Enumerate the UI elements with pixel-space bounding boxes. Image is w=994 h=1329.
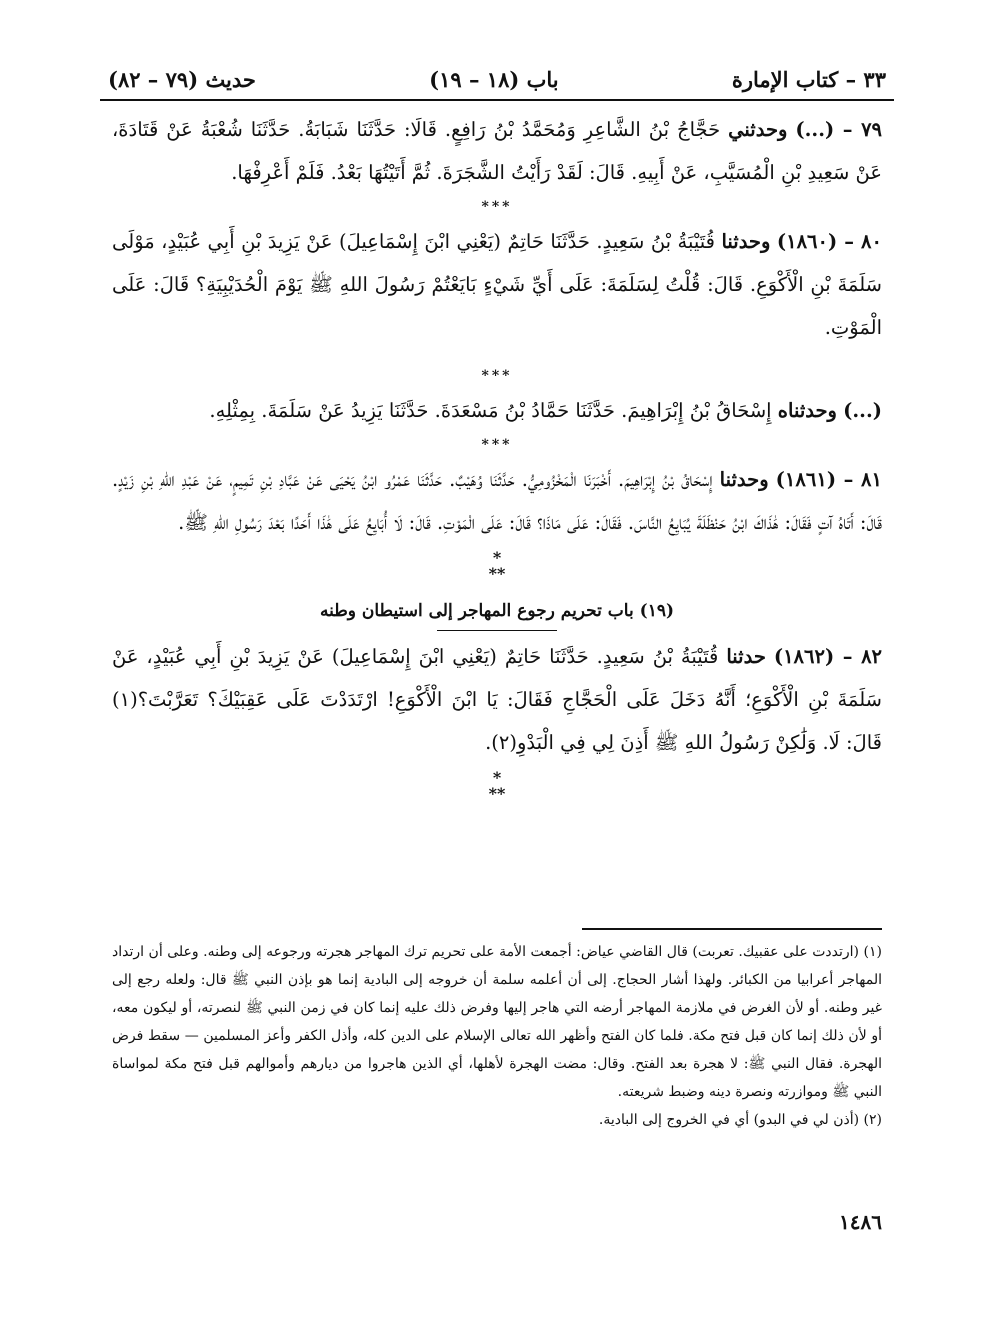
hadith-number: ٨٢ – (١٨٦٢) xyxy=(773,645,883,668)
hadith-text: إِسْحَاقُ بْنُ إِبْرَاهِيمَ. أَخْبَرَنَا الْمَخْزُومِيُّ. حَدَّثَنَا وُهَيْبٌ. حَدَّثَنَا عَمْرُو ابْنُ يَحْيَى عَنْ عَبَّادِ بْنِ تَمِيمٍ، عَنْ عَبْدِ اللهِ بْنِ زَيْدٍ. قَالَ: أَتَاهُ آتٍ فَقَالَ: هَٰذَاكَ ابْنُ حَنْظَلَةَ يُبَايِعُ النَّاسَ. فَقَالَ: عَلَى مَاذَا؟ قَالَ: عَلَى الْمَوْتِ. قَالَ: لَا أُبَايِعُ عَلَى هَٰذَا أَحَدًا بَعْدَ رَسُولِ اللهِ ﷺ. xyxy=(112,468,882,534)
separator: *** xyxy=(481,368,513,384)
separator: *** xyxy=(481,199,513,215)
page-number: ١٤٨٦ xyxy=(839,1210,882,1234)
narration-verb: وحدثناه xyxy=(777,399,837,422)
hadith-80-variant xyxy=(112,389,882,432)
main-text xyxy=(112,108,882,812)
header-book-title: ٣٣ – كتاب الإمارة xyxy=(731,66,886,92)
narration-verb: وحدثنا xyxy=(719,468,769,491)
header-rule xyxy=(100,99,894,101)
hadith-number: ٧٩ – (...) xyxy=(795,118,883,141)
header-bab-range: (١٨ – ١٩) باب xyxy=(429,66,559,92)
hadith-text: قُتَيْبَةُ بْنُ سَعِيدٍ. حَدَّثَنَا حَاتِمٌ (يَعْنِي ابْنَ إِسْمَاعِيلَ) عَنْ يَزِيدَ بْنِ أَبِي عُبَيْدٍ، عَنْ سَلَمَةَ بْنِ الْأَكْوَعِ؛ أَنَّهُ دَخَلَ عَلَى الْحَجَّاجِ فَقَالَ: يَا ابْنَ الْأَكْوَعِ! ارْتَدَدْتَ عَلَى عَقِبَيْكَ؟ تَعَرَّبْتَ؟(١) قَالَ: لَا. وَلَٰكِنْ رَسُولُ اللهِ ﷺ أَذِنَ لِي فِي الْبَدْوِ(٢). xyxy=(112,645,882,754)
separator: * ** xyxy=(488,548,506,583)
separator: * ** xyxy=(488,768,506,803)
hadith-81 xyxy=(112,458,882,544)
hadith-text: قُتَيْبَةُ بْنُ سَعِيدٍ. حَدَّثَنَا حَاتِمٌ (يَعْنِي ابْنَ إِسْمَاعِيلَ) عَنْ يَزِيدَ بْنِ أَبِي عُبَيْدٍ، مَوْلَى سَلَمَةَ بْنِ الْأَكْوَعِ. قَالَ: قُلْتُ لِسَلَمَةَ: عَلَى أَيِّ شَيْءٍ بَايَعْتُمْ رَسُولَ اللهِ ﷺ يَوْمَ الْحُدَيْبِيَةِ؟ قَالَ: عَلَى الْمَوْتِ. xyxy=(112,230,882,339)
hadith-number: ٨٠ – (١٨٦٠) xyxy=(776,230,882,253)
hadith-text: إِسْحَاقُ بْنُ إِبْرَاهِيمَ. حَدَّثَنَا حَمَّادُ بْنُ مَسْعَدَةَ. حَدَّثَنَا يَزِيدُ عَنْ سَلَمَةَ. بِمِثْلِهِ. xyxy=(209,399,772,422)
chapter-heading: (١٩) باب تحريم رجوع المهاجر إلى استيطان وطنه xyxy=(319,601,674,621)
hadith-number: ٨١ – (١٨٦١) xyxy=(775,468,882,491)
hadith-79 xyxy=(112,108,882,194)
hadith-80 xyxy=(112,220,882,349)
footnote-1: (١) (ارتددت على عقبيك. تعربت) قال القاضي عياض: أجمعت الأمة على تحريم ترك المهاجر هجرته ورجوعه إلى وطنه. وعلى أن ارتداد المهاجر أعرابيا من الكبائر. ولهذا أشار الحجاج. إلى أن أعلمه سلمة أن خروجه إلى البادية إنما هو بإذن النبي ﷺ قال: ولعله رجع إلى غير وطنه. أو لأن الغرض في ملازمة المهاجر أرضه التي هاجر إليها وفرض ذلك عليه إنما كان في زمن النبي ﷺ لنصرته، أو ليكون معه، أو لأن ذلك إنما كان قبل فتح مكة. فلما كان الفتح وأظهر الله تعالى الإسلام على الدين كله، وأذل الكفر وأعز المسلمين — سقط فرض الهجرة. فقال النبي ﷺ: لا هجرة بعد الفتح. وقال: مضت الهجرة لأهلها، أي الذين هاجروا من ديارهم وأموالهم قبل فتح مكة لمواساة النبي ﷺ وموازرته ونصرة دينه وضبط شريعته. xyxy=(112,943,882,1100)
narration-verb: وحدثنا xyxy=(721,230,771,253)
running-header xyxy=(108,62,886,96)
footnotes xyxy=(112,928,882,1134)
hadith-number: (...) xyxy=(843,399,882,422)
hadith-82 xyxy=(112,635,882,764)
separator: *** xyxy=(481,437,513,453)
header-hadith-range: (٧٩ – ٨٢) حديث xyxy=(108,66,256,92)
chapter-underline xyxy=(437,630,557,631)
narration-verb: حدثنا xyxy=(726,645,766,668)
hadith-text: حَجَّاجُ بْنُ الشَّاعِرِ وَمُحَمَّدُ بْنُ رَافِعٍ. قَالَا: حَدَّثَنَا شَبَابَةُ. حَدَّثَنَا شُعْبَةُ عَنْ قَتَادَةَ، عَنْ سَعِيدِ بْنِ الْمُسَيَّبِ، عَنْ أَبِيهِ. قَالَ: لَقَدْ رَأَيْتُ الشَّجَرَةَ. ثُمَّ أَتَيْتُهَا بَعْدُ. فَلَمْ أَعْرِفْهَا. xyxy=(112,118,882,184)
narration-verb: وحدثني xyxy=(728,118,788,141)
footnote-2: (٢) (أذن لي في البدو) أي في الخروج إلى البادية. xyxy=(598,1111,882,1128)
footnote-rule xyxy=(582,928,882,930)
